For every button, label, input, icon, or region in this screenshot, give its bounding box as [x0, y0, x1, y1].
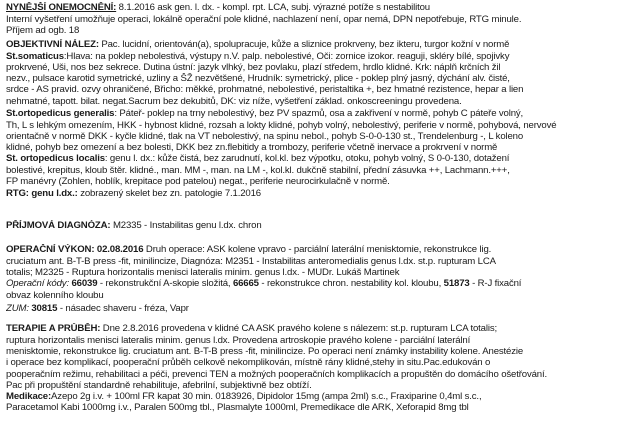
bold-text: OPERAČNÍ VÝKON: — [6, 244, 95, 255]
terapie-a-prubeh-line — [6, 335, 638, 346]
bold-text: St. ortopedicus localis — [6, 153, 105, 164]
bold-text: RTG: genu l.dx.: — [6, 188, 78, 199]
body-text: : Páteř- poklep na trny nebolestivý, bez PV spazmů, osa a zakřivení v normě, pohyb C páteře volný, — [114, 108, 524, 119]
body-text: bolestivé, krepitus, kloub štěr. klidné., man. MM -, man. na LM -, kol.kl. dukčně stabilní, přední zásuvka ++, Lachmann.+++, — [6, 165, 510, 176]
body-text: i operace bez komplikací, pooperační průběh celkově nekomplikován, místně rány klidné,stehy in situ.Pac.edukován o — [6, 357, 491, 368]
body-text: 8.1.2016 ask gen. l. dx. - kompl. rpt. LCA, subj. výrazné potíže s nestabilitou — [116, 2, 430, 13]
body-text: Interní vyšetření umožňuje operaci, lokálně operační pole klidné, nachlazení není, opar nemá, DPN nepotřebuje, RTG minule. — [6, 14, 522, 25]
body-text: pooperačním režimu, rehabilitaci a péči, prevenci TEN a možných pooperačních komplikacích a propuštěn do domácího ošetřování. — [6, 369, 548, 380]
bold-text: St.ortopedicus generalis — [6, 108, 115, 119]
operacni-vykon-line — [6, 256, 638, 267]
bold-text: 02.08.2016 — [96, 244, 144, 255]
bold-text: 51873 — [443, 278, 470, 289]
operacni-vykon-line — [6, 244, 638, 255]
objektivni-nalez-line — [6, 62, 638, 73]
body-text: srdce - AS pravid. ozvy ohraničené, Břicho: měkké, prohmatné, nebolestivé, peristaltika +, bez hmatné rezistence, hepar a lien — [6, 84, 524, 95]
body-text: orientačně v normě DKK - kyčle klidné, tlak na VT nebolestivý, na spinu nebol., pohyb S-0-0-130 st., Trendelenburg -, L koleno — [6, 131, 524, 142]
body-text: obvaz kolenního kloubu — [6, 290, 104, 301]
terapie-a-prubeh-line — [6, 346, 638, 357]
operacni-vykon-line — [6, 303, 638, 314]
nynejsi-onemocneni-line — [6, 14, 638, 25]
body-text: Operační kódy: — [6, 278, 72, 289]
body-text: nezv., pulsace karotid symetrické, uzliny a ŠŽ nezvětšené, Hrudník: symetrický, plice - poklep plný jasný, dýchání alv. čisté, — [6, 73, 510, 84]
body-text: prokrvené, Uši, nos bez sekrece. Dutina ústní: jazyk vlhký, bez povlaku, plazí středem, hrdlo klidné. Krk: náplň krčních žil — [6, 62, 501, 73]
terapie-a-prubeh-line — [6, 402, 638, 413]
bold-text: OBJEKTIVNÍ NÁLEZ: — [6, 39, 99, 50]
body-text: : genu l. dx.: kůže čistá, bez zarudnutí, kol.kl. bez výpotku, otoku, pohyb volný, S 0-0-130, dotažení — [104, 153, 510, 164]
nynejsi-onemocneni-line — [6, 25, 638, 36]
body-text: klidné, pohyb bez omezení a bez bolesti, DKK bez zn.flebitidy a trombozy, periferie včetně inervace a prokrvení v normě — [6, 142, 498, 153]
body-text: cruciatum ant. B-T-B press -fit, minilincize, Diagnóza: M2351 - Instabilitas anteromedialis genus l.dx. st.p. rupturam LCA — [6, 256, 496, 267]
body-text: ZUM: — [6, 303, 32, 314]
bold-text: St.somaticus — [6, 51, 64, 62]
body-text: Dne 2.8.2016 provedena v klidné CA ASK pravého kolene s nálezem: st.p. rupturam LCA totalis; — [100, 323, 497, 334]
terapie-a-prubeh-line — [6, 391, 638, 402]
objektivni-nalez-line — [6, 108, 638, 119]
body-text: Pac při propuštění standardně rehabilituje, afebrilní, subjektivně bez obtíží. — [6, 380, 312, 391]
nynejsi-onemocneni-line — [6, 2, 638, 13]
prijmova-diagnoza-line — [6, 220, 638, 231]
terapie-a-prubeh-line — [6, 357, 638, 368]
bold-text: 30815 — [31, 303, 58, 314]
body-text: zobrazený skelet bez zn. patologie 7.1.2016 — [77, 188, 261, 199]
body-text: :Hlava: na poklep nebolestivá, výstupy n.V. palp. nebolestivé, Oči: zornice izokor. reaguji, skléry bílé, spojivky — [63, 51, 510, 62]
objektivni-nalez-line — [6, 51, 638, 62]
body-text: FP manévry (Zohlen, hoblík, krepitace pod patelou) negat., periferie neurocirkulačně v normě. — [6, 176, 390, 187]
objektivni-nalez-line — [6, 84, 638, 95]
body-text: Azepo 2g i.v. + 100ml FR kapat 30 min. 0183926, Dipidolor 15mg (ampa 2ml) s.c., Fraxiparine 0,4ml s.c., — [51, 391, 482, 402]
body-text: - rekonstrukční A-skopie složitá, — [97, 278, 233, 289]
body-text: Příjem ad ogb. 18 — [6, 25, 80, 36]
body-text: menisktomie, rekonstrukce lig. cruciatum ant. B-T-B press -fit, minilincize. Po operaci není známky instability kolene. Anestézie — [6, 346, 524, 357]
body-text: - násadec shaveru - fréza, Vapr — [57, 303, 189, 314]
objektivni-nalez-line — [6, 39, 638, 50]
bold-text: 66665 — [232, 278, 259, 289]
operacni-vykon-line — [6, 278, 638, 289]
body-text: Pac. lucidní, orientován(a), spolupracuje, kůže a sliznice prokrveny, bez ikteru, turgor kožní v normě — [98, 39, 510, 50]
body-text: ruptura horizontalis menisci lateralis minim. genus l.dx. Provedena artroskopie pravého kolene - parciální laterální — [6, 335, 471, 346]
body-text: Druh operace: ASK kolene vpravo - parciální laterální menisktomie, rekonstrukce lig. — [143, 244, 492, 255]
body-text: - rekonstrukce chron. nestability kol. kloubu, — [258, 278, 444, 289]
objektivni-nalez-line — [6, 96, 638, 107]
body-text: Th, L s lehkým omezením, HKK - hybnost klidné, rozsah a lokty klidné, pohyb volný, nebolestivý, periferie v normě, pohybová, nervové — [6, 120, 557, 131]
objektivni-nalez-line — [6, 73, 638, 84]
operacni-vykon-line — [6, 290, 638, 301]
bold-text: NYNĚJŠÍ ONEMOCNĚNÍ: — [6, 2, 117, 13]
bold-text: TERAPIE A PRŮBĚH: — [6, 323, 101, 334]
objektivni-nalez-line — [6, 165, 638, 176]
objektivni-nalez-line — [6, 142, 638, 153]
body-text: totalis; M2325 - Ruptura horizontalis menisci lateralis minim. genus l.dx. - MUDr. Lukáš Martinek — [6, 267, 400, 278]
body-text: - R-J fixační — [469, 278, 522, 289]
objektivni-nalez-line — [6, 131, 638, 142]
body-text: M2335 - Instabilitas genu l.dx. chron — [110, 220, 262, 231]
objektivni-nalez-line — [6, 176, 638, 187]
operacni-vykon-line — [6, 267, 638, 278]
bold-text: 66039 — [71, 278, 98, 289]
body-text: nehmatné, tapott. bilat. negat.Sacrum bez dekubitů, DK: viz níže, vyšetření základ. onkoscreeningu provedena. — [6, 96, 462, 107]
objektivni-nalez-line — [6, 153, 638, 164]
objektivni-nalez-line — [6, 188, 638, 199]
body-text: Paracetamol Kabi 1000mg i.v., Paralen 500mg tbl., Plasmalyte 1000ml, Premedikace dle ARK, Xeforapid 8mg tbl — [6, 402, 469, 413]
terapie-a-prubeh-line — [6, 380, 638, 391]
bold-text: Medikace: — [6, 391, 52, 402]
bold-text: PŘÍJMOVÁ DIAGNÓZA: — [6, 220, 111, 231]
objektivni-nalez-line — [6, 120, 638, 131]
terapie-a-prubeh-line — [6, 369, 638, 380]
terapie-a-prubeh-line — [6, 323, 638, 334]
